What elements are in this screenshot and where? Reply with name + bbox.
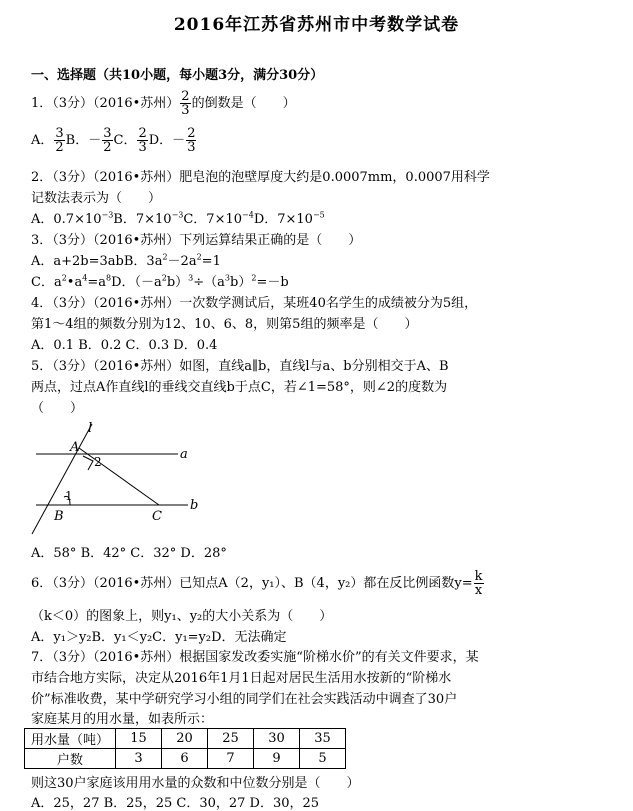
question-3-options-ab [31, 250, 221, 269]
q1-d-num: 2 [187, 126, 196, 141]
q3-c-part-1: C．a [31, 275, 62, 290]
question-4-options: A．0.1 B．0.2 C．0.3 D．0.4 [31, 338, 218, 353]
q1-b-den: 2 [103, 140, 112, 155]
label-C: C [152, 509, 162, 524]
q3-b-exp-1: 2 [162, 252, 168, 262]
q3-option-a: A．a+2b=3ab [31, 254, 124, 269]
question-2-line-2: 记数法表示为（ ） [31, 191, 162, 206]
question-4-line-2: 第1～4组的频数分别为12、10、6、8，则第5组的频率是（ ） [31, 317, 418, 332]
q1-option-a-label: A． [31, 133, 54, 148]
label-B: B [54, 509, 64, 524]
page-title: 2016年江苏省苏州市中考数学试卷 [173, 15, 460, 35]
table-row [25, 729, 346, 749]
q3-b-part-2: －2a [167, 254, 197, 269]
table-cell: 15 [116, 729, 162, 749]
q2-option-a: A．0.7×10 [31, 212, 102, 227]
q1-option-b [102, 127, 112, 154]
q1-tail: 的倒数是（ ） [191, 96, 296, 111]
question-5-line-2: 两点，过点A作直线l的垂线交直线b于点C，若∠1=58°，则∠2的度数为 [31, 380, 448, 395]
question-5-line-1: 5．（3分）（2016•苏州）如图，直线a∥b，直线l与a、b分别相交于A、B [31, 359, 449, 374]
q1-option-d-label: D．－ [148, 133, 186, 148]
table-cell: 9 [254, 749, 300, 769]
q2-option-c: C．7×10 [183, 212, 243, 227]
table-cell: 25 [208, 729, 254, 749]
question-1-stem [31, 90, 296, 117]
label-A: A [70, 440, 80, 455]
q1-frac-num: 2 [181, 89, 190, 104]
question-7-options: A．25，27 B．25，25 C．30，27 D．30，25 [31, 796, 320, 811]
question-1-options [31, 127, 197, 154]
q3-option-c [31, 275, 111, 290]
q1-option-c-label: C． [113, 133, 137, 148]
q3-d-exp-3: 3 [224, 273, 231, 283]
question-7-line-1: 7．（3分）（2016•苏州）根据国家发改委实施“阶梯水价”的有关文件要求，某 [31, 650, 479, 665]
q1-c-den: 3 [138, 140, 147, 155]
q1-option-c [137, 127, 147, 154]
q1-option-b-label: B．－ [65, 133, 102, 148]
q6-fraction [474, 570, 484, 597]
q1-d-den: 3 [187, 140, 196, 155]
table-row [25, 749, 346, 769]
parallel-lines-figure [28, 416, 218, 541]
q1-text: 1．（3分）（2016•苏州） [31, 96, 180, 111]
question-7-line-3: 价”标准收费，某中学研究学习小组的同学们在社会实践活动中调查了30户 [31, 692, 458, 707]
perpendicular-ac [79, 448, 159, 505]
table-cell: 5 [300, 749, 346, 769]
q3-d-exp-1: 2 [161, 273, 167, 283]
table-header-cell: 户数 [25, 749, 116, 769]
q3-d-part-5: =－b [256, 275, 289, 290]
q1-c-num: 2 [138, 126, 147, 141]
question-6-options: A．y₁＞y₂B．y₁＜y₂C．y₁=y₂D．无法确定 [31, 630, 287, 645]
q6-text: 6．（3分）（2016•苏州）已知点A（2，y₁）、B（4，y₂）都在反比例函数y= [31, 576, 473, 591]
q3-d-part-3: ÷（a [193, 275, 225, 290]
q6-frac-den: x [474, 583, 483, 598]
q3-d-part-4: b） [230, 275, 252, 290]
label-angle-1: 1 [65, 489, 73, 503]
q2-option-d: D．7×10 [253, 212, 313, 227]
question-3-options-cd [31, 271, 289, 290]
q1-fraction [180, 90, 190, 117]
q3-b-part-1: B．3a [123, 254, 163, 269]
water-usage-table [24, 728, 346, 769]
question-5-line-3: （ ） [31, 401, 84, 416]
question-2-line-1: 2．（3分）（2016•苏州）肥皂泡的泡壁厚度大约是0.0007mm，0.0007用科学 [31, 170, 490, 185]
q3-d-part-2: b） [166, 275, 189, 290]
q3-option-b [124, 254, 221, 269]
q3-c-exp-3: 8 [105, 273, 112, 283]
question-3-line-1: 3．（3分）（2016•苏州）下列运算结果正确的是（ ） [31, 233, 362, 248]
q3-b-exp-2: 2 [196, 252, 202, 262]
q1-a-num: 3 [55, 126, 64, 141]
label-l: l [88, 421, 93, 436]
question-7-line-5: 则这30户家庭该用用水量的众数和中位数分别是（ ） [31, 776, 360, 791]
q2-option-b: B．7×10 [113, 212, 172, 227]
label-b: b [190, 498, 199, 513]
question-7-line-4: 家庭某月的用水量，如表所示： [31, 712, 214, 727]
table-cell: 6 [162, 749, 208, 769]
q3-c-part-2: •a [66, 275, 83, 290]
table-cell: 30 [254, 729, 300, 749]
q1-option-a [54, 127, 64, 154]
q2-option-a-exp: −3 [101, 210, 114, 220]
q2-option-b-exp: −3 [171, 210, 184, 220]
question-2-options [31, 208, 325, 227]
label-angle-2: 2 [94, 455, 102, 469]
q3-option-d [111, 275, 289, 290]
table-cell: 3 [116, 749, 162, 769]
q3-c-exp-1: 2 [61, 273, 67, 283]
q2-option-d-exp: −5 [312, 210, 325, 220]
q2-option-c-exp: −4 [242, 210, 254, 220]
question-6-line-2: （k＜0）的图象上，则y₁、y₂的大小关系为（ ） [31, 609, 333, 624]
q3-c-exp-2: 4 [82, 273, 88, 283]
q1-a-den: 2 [55, 140, 64, 155]
question-7-line-2: 市结合地方实际，决定从2016年1月1日起对居民生活用水按新的“阶梯水 [31, 671, 452, 686]
table-header-cell: 用水量（吨） [25, 729, 116, 749]
q1-frac-den: 3 [181, 103, 190, 118]
table-cell: 20 [162, 729, 208, 749]
q1-option-d [186, 127, 196, 154]
right-angle-mark [83, 456, 93, 470]
label-a: a [180, 447, 188, 462]
q3-d-exp-4: 2 [251, 273, 257, 283]
question-6-line-1 [31, 570, 485, 597]
question-4-line-1: 4．（3分）（2016•苏州）一次数学测试后，某班40名学生的成绩被分为5组， [31, 296, 478, 311]
q1-b-num: 3 [103, 126, 112, 141]
section-heading: 一、选择题（共10小题，每小题3分，满分30分） [31, 68, 324, 83]
q3-c-part-3: =a [87, 275, 106, 290]
q6-frac-num: k [474, 569, 483, 584]
question-5-options: A．58° B．42° C．32° D．28° [31, 546, 227, 561]
table-cell: 7 [208, 749, 254, 769]
q3-d-exp-2: 3 [188, 273, 194, 283]
q3-d-part-1: D．（－a [111, 275, 162, 290]
table-cell: 35 [300, 729, 346, 749]
q3-b-part-3: =1 [201, 254, 221, 269]
